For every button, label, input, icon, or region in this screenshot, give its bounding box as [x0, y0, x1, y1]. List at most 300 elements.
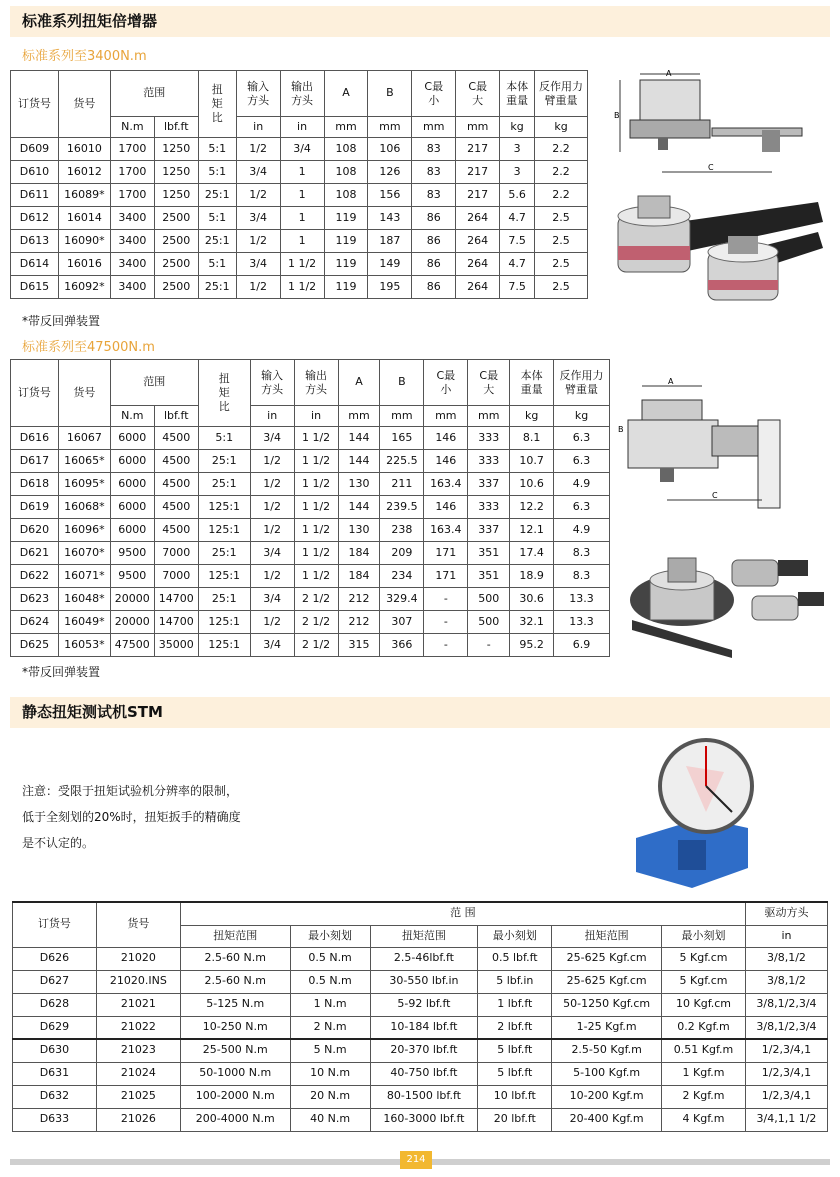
table-cell: 25:1: [198, 588, 250, 611]
table-cell: 6.3: [554, 496, 610, 519]
table-cell: -: [468, 634, 510, 657]
table-row: [13, 947, 828, 970]
table-row: [13, 1085, 828, 1108]
header-order: 订货号: [11, 360, 59, 427]
table-cell: D613: [11, 230, 59, 253]
table-cell: 13.3: [554, 611, 610, 634]
table-cell: 2500: [154, 230, 198, 253]
subtitle-3400: 标准系列至3400N.m: [22, 49, 147, 64]
table-cell: 329.4: [380, 588, 424, 611]
table-cell: 4500: [154, 519, 198, 542]
dimension-drawing-small: [612, 68, 812, 180]
table-cell: 3/4: [236, 253, 280, 276]
table-cell: 16092*: [58, 276, 110, 299]
table-cell: 0.5 N.m: [290, 947, 370, 970]
table-cell: 119: [324, 253, 368, 276]
unit-kg: kg: [510, 406, 554, 427]
header-order: 订货号: [11, 71, 59, 138]
anti-recoil-note-1: *带反回弹装置: [22, 314, 101, 328]
unit-mm: mm: [324, 117, 368, 138]
table-cell: 2500: [154, 253, 198, 276]
unit-kg: kg: [554, 406, 610, 427]
table-cell: 225.5: [380, 450, 424, 473]
table-cell: 21020: [96, 947, 180, 970]
table-cell: 16048*: [58, 588, 110, 611]
table-cell: 32.1: [510, 611, 554, 634]
table-cell: 211: [380, 473, 424, 496]
table-cell: 7.5: [500, 276, 535, 299]
table-cell: -: [424, 611, 468, 634]
table-cell: 1/2: [250, 565, 294, 588]
multiplier-photo-large: [622, 540, 830, 660]
table-cell: 3: [500, 138, 535, 161]
table-cell: 2.2: [535, 184, 588, 207]
table-cell: 125:1: [198, 565, 250, 588]
table-cell: 16053*: [58, 634, 110, 657]
table-row: [11, 427, 610, 450]
table-cell: 13.3: [554, 588, 610, 611]
table-cell: 40-750 lbf.ft: [370, 1062, 478, 1085]
table-cell: 6.3: [554, 450, 610, 473]
dim-label-b: B: [618, 425, 624, 434]
header-arm: 反作用力臂重量: [535, 71, 588, 117]
unit-lbf: lbf.ft: [154, 117, 198, 138]
table-cell: 144: [338, 450, 380, 473]
table-cell: 3/8,1/2: [745, 947, 827, 970]
table-cell: 149: [368, 253, 412, 276]
table-cell: 14700: [154, 611, 198, 634]
table-cell: 20-370 lbf.ft: [370, 1039, 478, 1062]
unit-in: in: [294, 406, 338, 427]
table-cell: D630: [13, 1039, 97, 1062]
table-cell: 18.9: [510, 565, 554, 588]
table-cell: 21025: [96, 1085, 180, 1108]
table-cell: 333: [468, 496, 510, 519]
table-cell: 10-200 Kgf.m: [552, 1085, 662, 1108]
table-cell: 209: [380, 542, 424, 565]
dim-label-c: C: [708, 163, 714, 172]
table-cell: 0.5 lbf.ft: [478, 947, 552, 970]
table-cell: 16010: [58, 138, 110, 161]
table-cell: 5-100 Kgf.m: [552, 1062, 662, 1085]
stm-header-min-division: 最小刻划: [290, 925, 370, 947]
header-output: 输出方头: [280, 71, 324, 117]
table-cell: 171: [424, 565, 468, 588]
table-cell: 21024: [96, 1062, 180, 1085]
table-cell: 1/2: [250, 519, 294, 542]
table-cell: 1/2,3/4,1: [745, 1085, 827, 1108]
table-cell: 7000: [154, 565, 198, 588]
table-cell: 86: [412, 230, 456, 253]
table-cell: 3/4,1,1 1/2: [745, 1108, 827, 1131]
table-cell: 3/4: [250, 542, 294, 565]
table-cell: 1250: [154, 184, 198, 207]
table-cell: 333: [468, 450, 510, 473]
table-cell: 8.1: [510, 427, 554, 450]
section-title-multipliers: 标准系列扭矩倍增器: [10, 6, 830, 37]
table-cell: 1/2: [250, 611, 294, 634]
table-cell: 5 lbf.in: [478, 970, 552, 993]
table-cell: 2 lbf.ft: [478, 1016, 552, 1039]
table-cell: 3/4: [236, 207, 280, 230]
table-cell: 5 Kgf.cm: [662, 947, 746, 970]
table-cell: D611: [11, 184, 59, 207]
table-cell: 1700: [110, 161, 154, 184]
table-row: [11, 496, 610, 519]
table-cell: 30-550 lbf.in: [370, 970, 478, 993]
table-cell: 4500: [154, 427, 198, 450]
table-cell: 80-1500 lbf.ft: [370, 1085, 478, 1108]
table-cell: 21026: [96, 1108, 180, 1131]
header-a: A: [338, 360, 380, 406]
table-cell: 4500: [154, 496, 198, 519]
stm-header-min-division: 最小刻划: [478, 925, 552, 947]
table-cell: 156: [368, 184, 412, 207]
table-cell: 86: [412, 276, 456, 299]
table-cell: 146: [424, 450, 468, 473]
table-cell: 21023: [96, 1039, 180, 1062]
stm-header-torque-range: 扭矩范围: [180, 925, 290, 947]
table-cell: 16071*: [58, 565, 110, 588]
table-cell: 21020.INS: [96, 970, 180, 993]
table-cell: D632: [13, 1085, 97, 1108]
header-cmin: C最小: [424, 360, 468, 406]
table-cell: 20000: [110, 588, 154, 611]
table-cell: 25:1: [198, 276, 236, 299]
table-cell: 212: [338, 611, 380, 634]
header-arm: 反作用力臂重量: [554, 360, 610, 406]
table-cell: 10.7: [510, 450, 554, 473]
table-cell: 119: [324, 230, 368, 253]
table-cell: D619: [11, 496, 59, 519]
table-cell: 351: [468, 542, 510, 565]
table-cell: 14700: [154, 588, 198, 611]
table-cell: 264: [456, 253, 500, 276]
table-cell: 20 N.m: [290, 1085, 370, 1108]
table-cell: 217: [456, 161, 500, 184]
table-cell: 1 1/2: [294, 427, 338, 450]
table-cell: 2 Kgf.m: [662, 1085, 746, 1108]
table-row: [11, 230, 588, 253]
stm-table: [12, 901, 828, 1132]
table-cell: 3400: [110, 276, 154, 299]
table-cell: 2.5: [535, 207, 588, 230]
table-cell: 10 N.m: [290, 1062, 370, 1085]
table-cell: 10-250 N.m: [180, 1016, 290, 1039]
table-cell: 3/4: [250, 588, 294, 611]
table-cell: 3400: [110, 230, 154, 253]
stm-header-torque-range: 扭矩范围: [370, 925, 478, 947]
table-cell: 6000: [110, 519, 154, 542]
multiplier-table-3400: [10, 70, 588, 299]
table-cell: 217: [456, 184, 500, 207]
table-cell: 0.2 Kgf.m: [662, 1016, 746, 1039]
table-cell: 1/2: [250, 496, 294, 519]
table-cell: 1 1/2: [280, 276, 324, 299]
table-cell: 8.3: [554, 565, 610, 588]
stm-header-item: 货号: [96, 902, 180, 947]
table-cell: 25:1: [198, 473, 250, 496]
table-cell: D617: [11, 450, 59, 473]
header-b: B: [380, 360, 424, 406]
table-cell: 234: [380, 565, 424, 588]
table-cell: 108: [324, 184, 368, 207]
table-cell: 20000: [110, 611, 154, 634]
table-cell: 184: [338, 542, 380, 565]
table-cell: D628: [13, 993, 97, 1016]
header-ratio: 扭矩比: [198, 360, 250, 427]
table-cell: 160-3000 lbf.ft: [370, 1108, 478, 1131]
table-cell: D615: [11, 276, 59, 299]
unit-mm: mm: [368, 117, 412, 138]
anti-recoil-note-2: *带反回弹装置: [22, 665, 101, 679]
table-cell: 239.5: [380, 496, 424, 519]
table-cell: 2 1/2: [294, 611, 338, 634]
table-cell: 187: [368, 230, 412, 253]
table-cell: 2.5-50 Kgf.m: [552, 1039, 662, 1062]
table-cell: 95.2: [510, 634, 554, 657]
table-cell: 108: [324, 161, 368, 184]
header-item: 货号: [58, 360, 110, 427]
header-b: B: [368, 71, 412, 117]
table-cell: 1 1/2: [294, 473, 338, 496]
table-cell: D623: [11, 588, 59, 611]
dim-label-a: A: [668, 377, 674, 386]
table-cell: 25:1: [198, 184, 236, 207]
table-cell: 2.2: [535, 138, 588, 161]
table-row: [11, 634, 610, 657]
table-cell: 16067: [58, 427, 110, 450]
table-row: [11, 588, 610, 611]
table-cell: 5:1: [198, 427, 250, 450]
table-cell: 333: [468, 427, 510, 450]
table-cell: 171: [424, 542, 468, 565]
table-cell: 2.5: [535, 276, 588, 299]
table-cell: 9500: [110, 565, 154, 588]
table-cell: 4.9: [554, 473, 610, 496]
table-cell: 100-2000 N.m: [180, 1085, 290, 1108]
stm-note-line: 是不认定的。: [22, 836, 95, 850]
table-cell: 2500: [154, 276, 198, 299]
table-row: [11, 138, 588, 161]
table-row: [11, 450, 610, 473]
unit-lbf: lbf.ft: [154, 406, 198, 427]
table-cell: 217: [456, 138, 500, 161]
table-cell: D616: [11, 427, 59, 450]
table-cell: 5 Kgf.cm: [662, 970, 746, 993]
table-cell: 307: [380, 611, 424, 634]
stm-header-drive: 驱动方头: [745, 902, 827, 925]
table-cell: 165: [380, 427, 424, 450]
table-cell: 130: [338, 519, 380, 542]
table-cell: 6.9: [554, 634, 610, 657]
unit-in: in: [280, 117, 324, 138]
table-cell: 212: [338, 588, 380, 611]
table-cell: 10-184 lbf.ft: [370, 1016, 478, 1039]
multiplier-photo-small: [608, 182, 830, 312]
table-cell: D625: [11, 634, 59, 657]
unit-nm: N.m: [110, 406, 154, 427]
table-cell: 83: [412, 161, 456, 184]
table-cell: 16089*: [58, 184, 110, 207]
table-cell: 4500: [154, 450, 198, 473]
table-cell: 9500: [110, 542, 154, 565]
table-cell: 20-400 Kgf.m: [552, 1108, 662, 1131]
table-cell: 2500: [154, 207, 198, 230]
table-cell: 1 1/2: [280, 253, 324, 276]
unit-mm: mm: [468, 406, 510, 427]
table-cell: 86: [412, 207, 456, 230]
table-cell: 337: [468, 473, 510, 496]
table-cell: 47500: [110, 634, 154, 657]
table-cell: 5-125 N.m: [180, 993, 290, 1016]
header-output: 输出方头: [294, 360, 338, 406]
table-cell: 16065*: [58, 450, 110, 473]
table-cell: 1 Kgf.m: [662, 1062, 746, 1085]
table-cell: 12.2: [510, 496, 554, 519]
table-cell: 20 lbf.ft: [478, 1108, 552, 1131]
table-cell: 25-625 Kgf.cm: [552, 970, 662, 993]
header-item: 货号: [58, 71, 110, 138]
table-cell: 337: [468, 519, 510, 542]
table-row: [11, 253, 588, 276]
table-cell: 83: [412, 184, 456, 207]
table-row: [13, 1108, 828, 1131]
table-cell: 4 Kgf.m: [662, 1108, 746, 1131]
unit-mm: mm: [338, 406, 380, 427]
table-cell: 2.5: [535, 230, 588, 253]
table-cell: 12.1: [510, 519, 554, 542]
table-cell: 50-1250 Kgf.cm: [552, 993, 662, 1016]
table-cell: 1 lbf.ft: [478, 993, 552, 1016]
table-cell: 119: [324, 207, 368, 230]
header-range: 范围: [110, 71, 198, 117]
table-cell: 10 lbf.ft: [478, 1085, 552, 1108]
table-cell: 3/4: [280, 138, 324, 161]
table-cell: 40 N.m: [290, 1108, 370, 1131]
table-cell: 1700: [110, 184, 154, 207]
table-cell: D622: [11, 565, 59, 588]
table-cell: 3/4: [250, 634, 294, 657]
table-cell: 106: [368, 138, 412, 161]
table-cell: D631: [13, 1062, 97, 1085]
table-cell: 5:1: [198, 253, 236, 276]
table-cell: 5-92 lbf.ft: [370, 993, 478, 1016]
table-cell: 1700: [110, 138, 154, 161]
table-cell: 351: [468, 565, 510, 588]
table-cell: 21021: [96, 993, 180, 1016]
table-row: [11, 565, 610, 588]
table-cell: 6000: [110, 427, 154, 450]
table-cell: 2.2: [535, 161, 588, 184]
unit-nm: N.m: [110, 117, 154, 138]
table-cell: 16095*: [58, 473, 110, 496]
table-cell: 4.7: [500, 253, 535, 276]
dimension-drawing-large: [612, 376, 832, 516]
table-cell: 119: [324, 276, 368, 299]
table-cell: D620: [11, 519, 59, 542]
table-cell: 195: [368, 276, 412, 299]
table-cell: 0.5 N.m: [290, 970, 370, 993]
table-cell: 2 N.m: [290, 1016, 370, 1039]
table-cell: 500: [468, 588, 510, 611]
table-cell: 2.5-46lbf.ft: [370, 947, 478, 970]
table-cell: 25:1: [198, 542, 250, 565]
header-cmax: C最大: [456, 71, 500, 117]
table-row: [13, 1039, 828, 1062]
table-cell: 1/2,3/4,1: [745, 1039, 827, 1062]
table-cell: 3400: [110, 253, 154, 276]
stm-note-line: 注意：受限于扭矩试验机分辨率的限制，: [22, 784, 239, 798]
multiplier-table-47500: [10, 359, 610, 657]
table-cell: 1: [280, 207, 324, 230]
torque-tester-photo: [632, 732, 762, 892]
table-cell: 4.7: [500, 207, 535, 230]
table-cell: 1/2: [250, 473, 294, 496]
dim-label-c: C: [712, 491, 718, 500]
table-cell: 1250: [154, 138, 198, 161]
table-cell: 4.9: [554, 519, 610, 542]
table-cell: D629: [13, 1016, 97, 1039]
table-cell: D618: [11, 473, 59, 496]
table-cell: 264: [456, 276, 500, 299]
table-cell: 1/2: [250, 450, 294, 473]
table-cell: 366: [380, 634, 424, 657]
table-cell: 5 lbf.ft: [478, 1039, 552, 1062]
table-cell: 25-500 N.m: [180, 1039, 290, 1062]
table-cell: 3: [500, 161, 535, 184]
unit-kg: kg: [535, 117, 588, 138]
table-cell: 86: [412, 253, 456, 276]
table-cell: 4500: [154, 473, 198, 496]
table-cell: D614: [11, 253, 59, 276]
table-cell: 5:1: [198, 161, 236, 184]
table-cell: 1 1/2: [294, 565, 338, 588]
section-title-stm: 静态扭矩测试机STM: [10, 697, 830, 728]
header-a: A: [324, 71, 368, 117]
stm-note-line: 低于全刻划的20%时，扭矩扳手的精确度: [22, 810, 241, 824]
table-cell: 200-4000 N.m: [180, 1108, 290, 1131]
table-cell: 25-625 Kgf.cm: [552, 947, 662, 970]
table-cell: 6000: [110, 496, 154, 519]
table-cell: D610: [11, 161, 59, 184]
table-cell: 125:1: [198, 634, 250, 657]
table-cell: 3/4: [250, 427, 294, 450]
table-row: [11, 611, 610, 634]
stm-header-order: 订货号: [13, 902, 97, 947]
table-cell: 5:1: [198, 207, 236, 230]
table-cell: 264: [456, 230, 500, 253]
table-cell: 5 lbf.ft: [478, 1062, 552, 1085]
table-cell: -: [424, 634, 468, 657]
table-cell: 3/4: [236, 161, 280, 184]
table-cell: 264: [456, 207, 500, 230]
header-cmin: C最小: [412, 71, 456, 117]
table-cell: 0.51 Kgf.m: [662, 1039, 746, 1062]
table-cell: 146: [424, 496, 468, 519]
dim-label-b: B: [614, 111, 620, 120]
table-cell: 163.4: [424, 519, 468, 542]
table-cell: 1-25 Kgf.m: [552, 1016, 662, 1039]
table-cell: 10.6: [510, 473, 554, 496]
unit-in: in: [236, 117, 280, 138]
table-cell: 2.5: [535, 253, 588, 276]
table-cell: 16068*: [58, 496, 110, 519]
table-cell: D621: [11, 542, 59, 565]
table-cell: 1/2: [236, 276, 280, 299]
subtitle-47500: 标准系列至47500N.m: [22, 340, 155, 355]
stm-note: [22, 778, 241, 856]
